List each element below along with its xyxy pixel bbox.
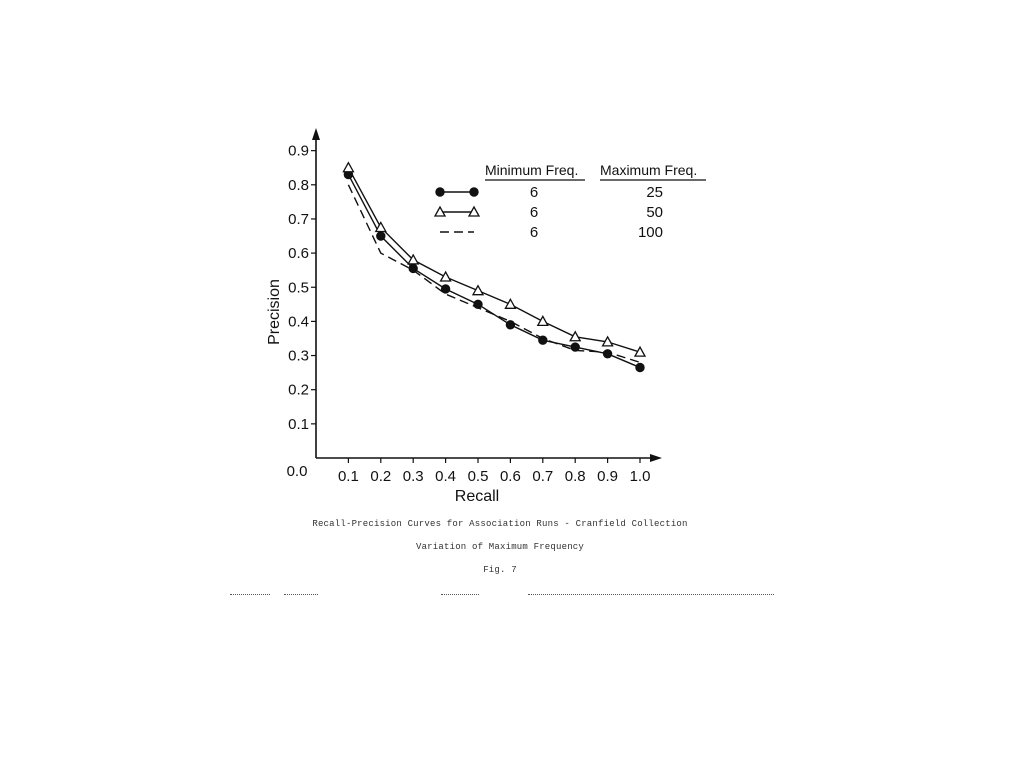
x-tick-label: 0.6	[499, 468, 521, 485]
data-point-50	[570, 332, 580, 341]
origin-label: 0.0	[286, 463, 308, 480]
data-point-25	[506, 321, 514, 329]
scan-rule-left-2	[284, 594, 318, 595]
legend-header-max: Maximum Freq.	[600, 162, 698, 178]
x-tick-label: 0.8	[564, 468, 586, 485]
data-point-25	[603, 350, 611, 358]
series-line-50	[348, 168, 640, 352]
legend-max-freq: 100	[637, 224, 663, 241]
x-tick-label: 0.3	[402, 468, 424, 485]
y-tick-label: 0.1	[288, 415, 309, 433]
data-point-50	[376, 222, 386, 231]
data-point-25	[377, 232, 385, 240]
x-tick-label: 0.7	[532, 468, 554, 485]
legend-marker-25	[436, 188, 444, 196]
y-tick-label: 0.2	[288, 381, 309, 399]
legend-min-freq: 6	[529, 184, 539, 201]
scan-rule-mid	[441, 594, 479, 595]
figure-caption-subtitle: Variation of Maximum Frequency	[415, 542, 585, 552]
y-axis-title: Precision	[266, 279, 283, 345]
x-tick-label: 0.4	[435, 468, 457, 485]
legend-max-freq: 25	[646, 184, 663, 201]
legend-marker-25	[470, 188, 478, 196]
scan-rule-right	[528, 594, 774, 595]
x-tick-label: 0.9	[597, 468, 619, 485]
y-tick-label: 0.8	[288, 176, 309, 194]
data-point-25	[409, 264, 417, 272]
data-point-50	[538, 316, 548, 325]
y-tick-label: 0.3	[288, 347, 309, 365]
data-point-50	[505, 299, 515, 308]
scan-rule-left	[230, 594, 270, 595]
y-tick-label: 0.5	[288, 279, 309, 297]
legend-min-freq: 6	[529, 204, 539, 221]
x-axis-title: Recall	[454, 488, 500, 505]
data-point-50	[343, 163, 353, 172]
legend-max-freq: 50	[646, 204, 663, 221]
data-point-25	[636, 363, 644, 371]
x-tick-label: 1.0	[629, 468, 651, 485]
data-point-50	[441, 272, 451, 281]
legend	[435, 162, 706, 241]
x-axis-arrow	[650, 454, 662, 462]
legend-header-min: Minimum Freq.	[485, 162, 579, 178]
y-tick-label: 0.9	[288, 142, 309, 160]
figure-caption-title: Recall-Precision Curves for Association Runs - Cranfield Collection	[312, 519, 688, 529]
x-tick-label: 0.1	[337, 468, 359, 485]
x-tick-label: 0.2	[370, 468, 392, 485]
y-tick-label: 0.6	[288, 245, 309, 263]
series-line-100	[348, 185, 640, 363]
legend-min-freq: 6	[529, 224, 539, 241]
data-point-50	[473, 286, 483, 295]
series-line-25	[348, 175, 640, 368]
figure-number: Fig. 7	[483, 565, 517, 575]
y-tick-label: 0.4	[288, 313, 309, 331]
y-tick-label: 0.7	[288, 210, 309, 228]
y-axis-arrow	[312, 128, 320, 140]
x-tick-label: 0.5	[467, 468, 489, 485]
